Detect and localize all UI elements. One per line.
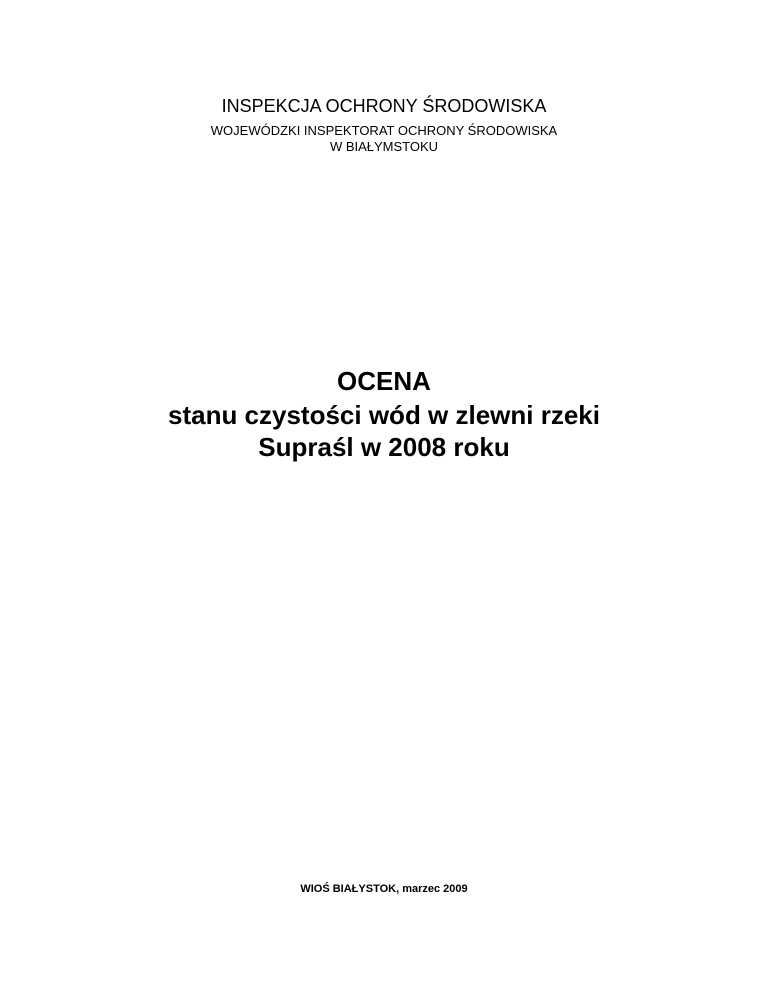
inspectorate-name: WOJEWÓDZKI INSPEKTORAT OCHRONY ŚRODOWISKA	[210, 123, 558, 138]
institution-name: INSPEKCJA OCHRONY ŚRODOWISKA	[221, 96, 547, 116]
document-footer: WIOŚ BIAŁYSTOK, marzec 2009	[300, 883, 468, 895]
inspectorate-city: W BIAŁYMSTOKU	[329, 139, 439, 154]
document-title: OCENA	[337, 366, 431, 396]
document-subtitle-line-2: Supraśl w 2008 roku	[258, 432, 510, 462]
document-subtitle-line-1: stanu czystości wód w zlewni rzeki	[167, 400, 600, 430]
